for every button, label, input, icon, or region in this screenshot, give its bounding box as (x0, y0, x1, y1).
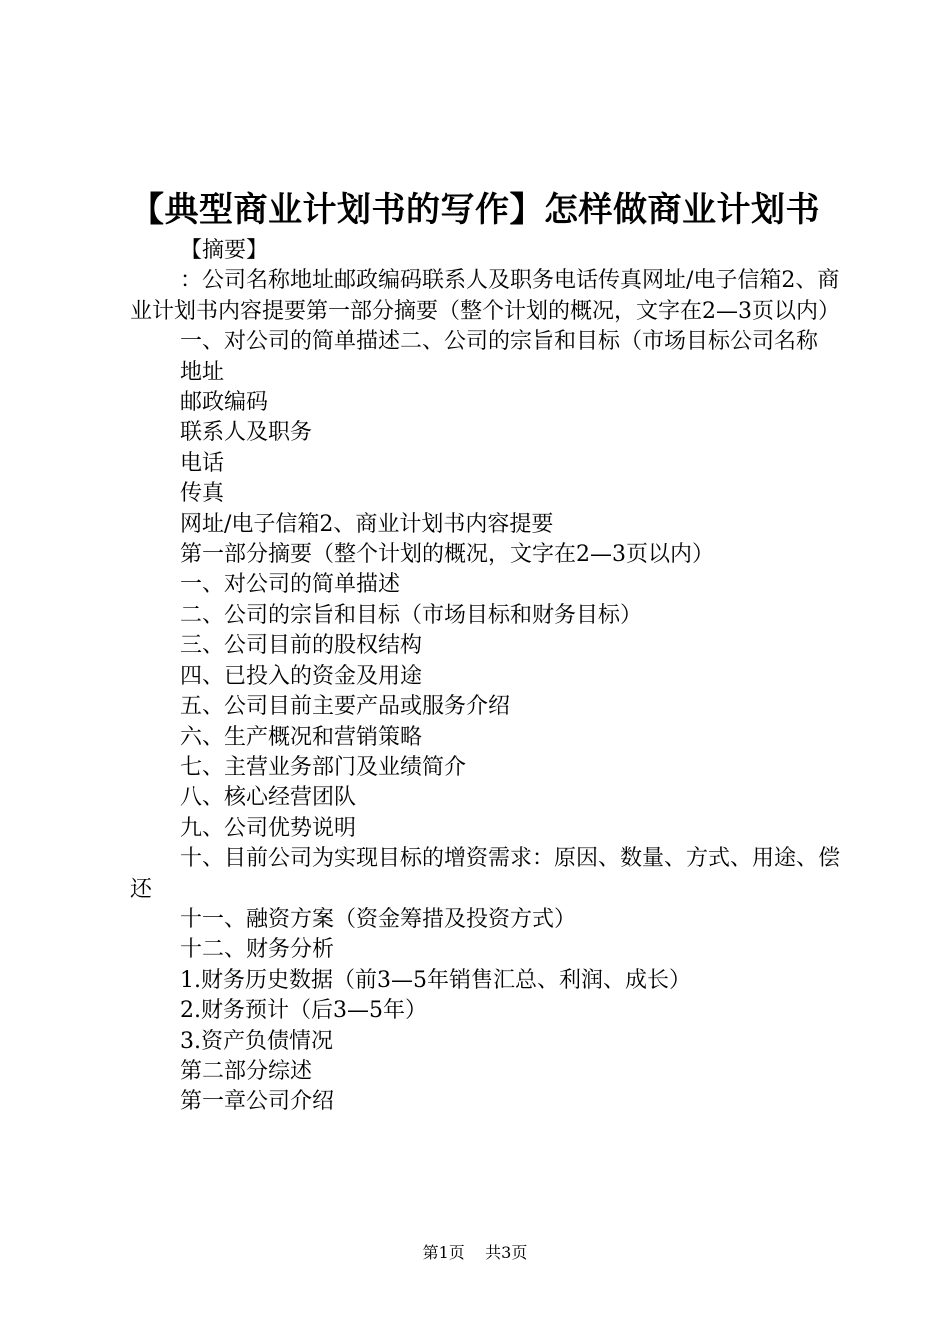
page-footer (0, 1241, 950, 1265)
paragraph: 一、对公司的简单描述 (180, 572, 401, 598)
document-body (130, 236, 846, 1118)
paragraph: 电话 (180, 450, 225, 476)
paragraph: 六、生产概况和营销策略 (180, 724, 423, 750)
paragraph: 五、公司目前主要产品或服务介绍 (180, 694, 511, 720)
page-total: 共3页 (485, 1243, 528, 1262)
paragraph: 十、目前公司为实现目标的增资需求：原因、数量、方式、用途、偿还 (130, 846, 841, 902)
paragraph: 邮政编码 (180, 390, 269, 416)
paragraph: 十二、财务分析 (180, 937, 335, 963)
paragraph: 一、对公司的简单描述二、公司的宗旨和目标（市场目标公司名称 (180, 329, 819, 355)
paragraph: 第一部分摘要（整个计划的概况，文字在2—3页以内） (180, 542, 714, 568)
paragraph: 【摘要】 (180, 238, 269, 263)
paragraph: 八、核心经营团队 (180, 785, 357, 811)
paragraph: 十一、融资方案（资金筹措及投资方式） (180, 906, 577, 932)
page-title: 【典型商业计划书的写作】怎样做商业计划书 (130, 190, 820, 230)
paragraph: 第一章公司介绍 (180, 1089, 335, 1115)
paragraph: 3.资产负债情况 (180, 1028, 333, 1054)
paragraph: 传真 (180, 481, 225, 507)
paragraph: 七、主营业务部门及业绩简介 (180, 754, 467, 780)
paragraph: 联系人及职务 (180, 420, 313, 446)
paragraph: 2.财务预计（后3—5年） (180, 998, 427, 1024)
paragraph: 1.财务历史数据（前3—5年销售汇总、利润、成长） (180, 967, 691, 993)
paragraph: 九、公司优势说明 (180, 815, 357, 841)
paragraph: 三、公司目前的股权结构 (180, 633, 423, 659)
page-number: 第1页 (422, 1243, 465, 1262)
paragraph: ：公司名称地址邮政编码联系人及职务电话传真网址/电子信箱2、商业计划书内容提要第一部分摘要（整个计划的概况，文字在2—3页以内） (130, 268, 840, 324)
paragraph: 四、已投入的资金及用途 (180, 663, 423, 689)
paragraph: 地址 (180, 359, 225, 385)
paragraph: 二、公司的宗旨和目标（市场目标和财务目标） (180, 602, 643, 628)
paragraph: 第二部分综述 (180, 1058, 313, 1084)
paragraph: 网址/电子信箱2、商业计划书内容提要 (180, 511, 554, 537)
